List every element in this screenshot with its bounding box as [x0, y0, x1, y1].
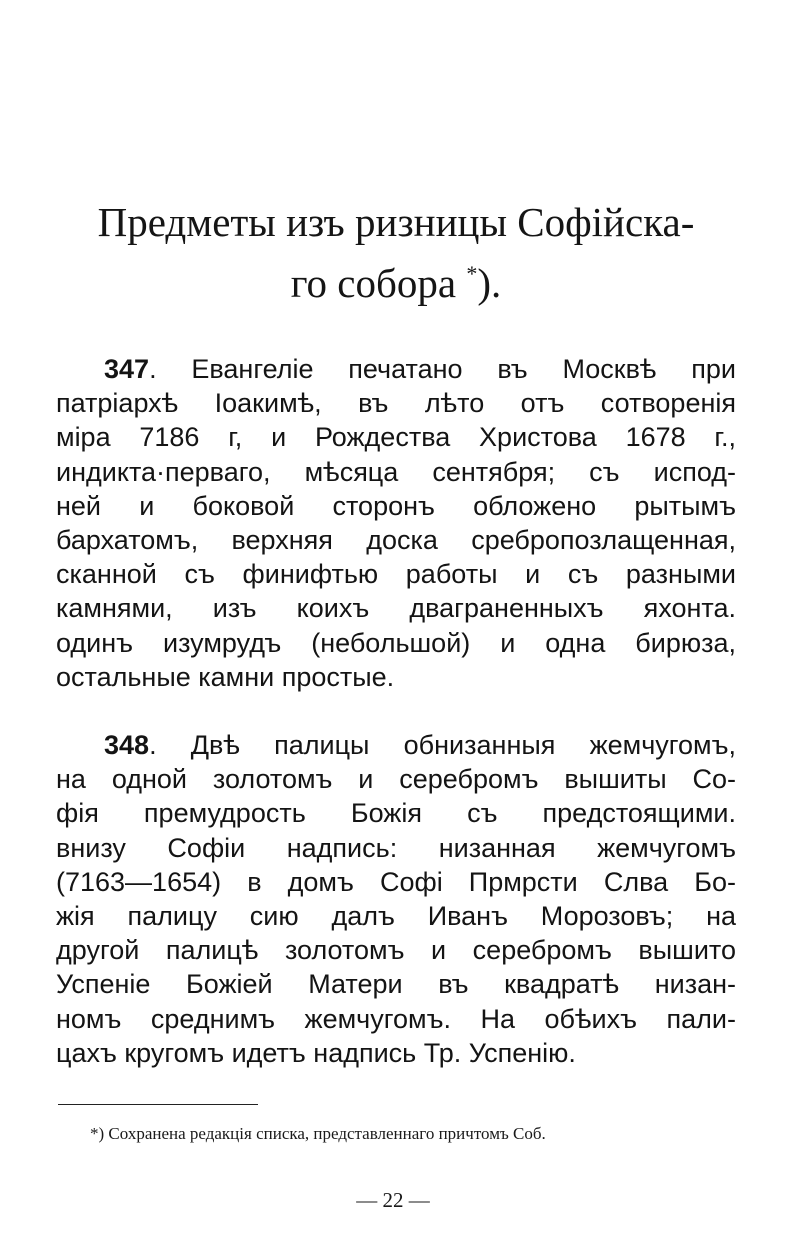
- item-347-paragraph: [56, 352, 736, 694]
- paragraph-line: остальные камни простые.: [56, 661, 395, 692]
- title-line-2: го собора *).: [290, 260, 502, 306]
- paragraph-line: бархатомъ, верхняя доска сребропозлащенная,: [56, 525, 736, 556]
- paragraph-line: фія премудрость Божія съ предстоящими.: [56, 798, 736, 829]
- paragraph-line: индикта·перваго, мѣсяца сентября; съ испод-: [56, 456, 736, 487]
- item-number: 347: [104, 354, 150, 384]
- paragraph-line: на одной золотомъ и серебромъ вышиты Со-: [56, 764, 736, 795]
- paragraph-line: ней и боковой сторонъ обложено рытымъ: [56, 490, 736, 521]
- paragraph-line: патріархѣ Іоакимѣ, въ лѣто отъ сотворенія: [56, 388, 736, 419]
- paragraph-line: Успеніе Божіей Матери въ квадратѣ низан-: [56, 969, 736, 1000]
- title-line-1: Предметы изъ ризницы Софійска-: [97, 199, 695, 245]
- paragraph-line: номъ среднимъ жемчугомъ. На обѣихъ пали-: [56, 1003, 736, 1034]
- paragraph-line: (7163—1654) в домъ Софі Прмрсти Слва Бо-: [56, 866, 736, 897]
- footnote-divider: [58, 1104, 258, 1105]
- paragraph-line: 347. Евангеліе печатано въ Москвѣ при: [104, 354, 736, 384]
- paragraph-line: цахъ кругомъ идетъ надпись Тр. Успенію.: [56, 1037, 576, 1068]
- paragraph-line: другой палицѣ золотомъ и серебромъ вышито: [56, 935, 736, 966]
- footnote-marker: *: [466, 261, 478, 286]
- item-348-paragraph: [56, 728, 736, 1070]
- paragraph-line: міра 7186 г, и Рождества Христова 1678 г.,: [56, 422, 736, 453]
- page-number: — 22 —: [356, 1188, 430, 1212]
- paragraph-line: жія палицу сию далъ Иванъ Морозовъ; на: [56, 901, 736, 932]
- section-title: [40, 196, 752, 309]
- paragraph-line: 348. Двѣ палицы обнизанныя жемчугомъ,: [104, 730, 736, 760]
- paragraph-line: внизу Софіи надпись: низанная жемчугомъ: [56, 832, 736, 863]
- footnote: *) Сохранена редакція списка, представленнаго причтомъ Соб.: [90, 1124, 546, 1143]
- paragraph-line: сканной съ финифтью работы и съ разными: [56, 559, 736, 590]
- paragraph-line: камнями, изъ коихъ дваграненныхъ яхонта.: [56, 593, 736, 624]
- item-number: 348: [104, 730, 150, 760]
- paragraph-line: одинъ изумрудъ (небольшой) и одна бирюза,: [56, 627, 736, 658]
